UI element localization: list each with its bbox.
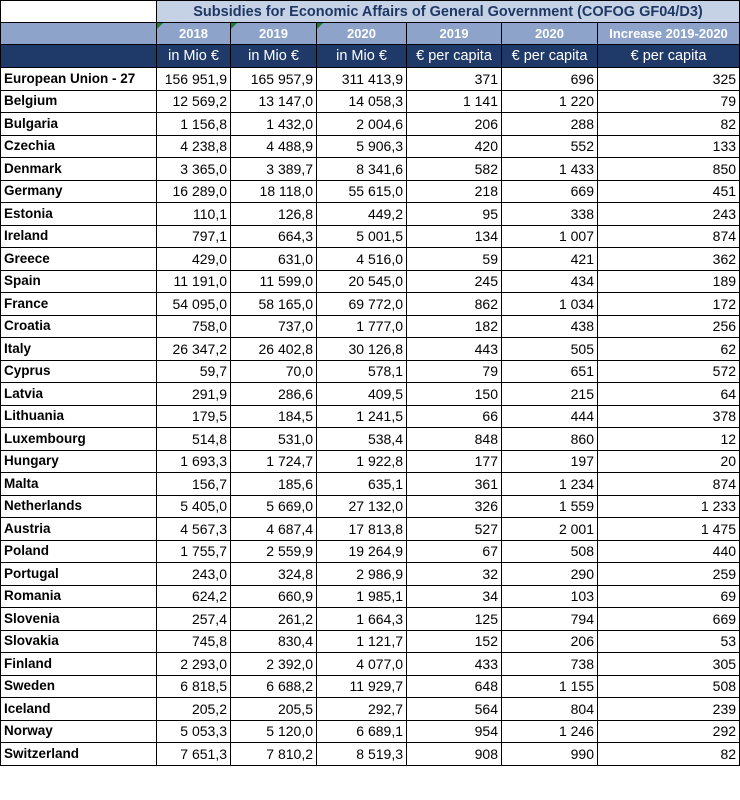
unit-header-2[interactable]: in Mio € bbox=[231, 45, 317, 68]
value-cell[interactable]: 5 053,3 bbox=[157, 720, 231, 743]
value-cell[interactable]: 990 bbox=[502, 743, 598, 766]
country-name-cell[interactable]: Hungary bbox=[1, 450, 157, 473]
value-cell[interactable]: 197 bbox=[502, 450, 598, 473]
value-cell[interactable]: 257,4 bbox=[157, 608, 231, 631]
value-cell[interactable]: 290 bbox=[502, 563, 598, 586]
value-cell[interactable]: 5 405,0 bbox=[157, 495, 231, 518]
value-cell[interactable]: 243,0 bbox=[157, 563, 231, 586]
value-cell[interactable]: 27 132,0 bbox=[317, 495, 407, 518]
value-cell[interactable]: 582 bbox=[407, 158, 502, 181]
value-cell[interactable]: 4 488,9 bbox=[231, 135, 317, 158]
country-name-cell[interactable]: Lithuania bbox=[1, 405, 157, 428]
value-cell[interactable]: 64 bbox=[598, 383, 740, 406]
value-cell[interactable]: 2 004,6 bbox=[317, 113, 407, 136]
value-cell[interactable]: 538,4 bbox=[317, 428, 407, 451]
value-cell[interactable]: 1 664,3 bbox=[317, 608, 407, 631]
value-cell[interactable]: 449,2 bbox=[317, 203, 407, 226]
value-cell[interactable]: 4 567,3 bbox=[157, 518, 231, 541]
country-name-cell[interactable]: France bbox=[1, 293, 157, 316]
value-cell[interactable]: 444 bbox=[502, 405, 598, 428]
value-cell[interactable]: 1 777,0 bbox=[317, 315, 407, 338]
value-cell[interactable]: 66 bbox=[407, 405, 502, 428]
year-header-blank[interactable] bbox=[1, 23, 157, 45]
value-cell[interactable]: 8 341,6 bbox=[317, 158, 407, 181]
title-row bbox=[1, 1, 740, 23]
value-cell[interactable]: 19 264,9 bbox=[317, 540, 407, 563]
value-cell[interactable]: 438 bbox=[502, 315, 598, 338]
value-cell[interactable]: 954 bbox=[407, 720, 502, 743]
value-cell[interactable]: 4 077,0 bbox=[317, 653, 407, 676]
table-row bbox=[1, 68, 740, 91]
value-cell[interactable]: 804 bbox=[502, 698, 598, 721]
country-name-cell[interactable]: Poland bbox=[1, 540, 157, 563]
value-cell[interactable]: 664,3 bbox=[231, 225, 317, 248]
value-cell[interactable]: 371 bbox=[407, 68, 502, 91]
year-header-2020-per-capita[interactable]: 2020 bbox=[502, 23, 598, 45]
table-row bbox=[1, 360, 740, 383]
value-cell[interactable]: 11 929,7 bbox=[317, 675, 407, 698]
value-cell[interactable]: 185,6 bbox=[231, 473, 317, 496]
value-cell[interactable]: 206 bbox=[502, 630, 598, 653]
unit-header-5[interactable]: € per capita bbox=[502, 45, 598, 68]
value-cell[interactable]: 82 bbox=[598, 113, 740, 136]
value-cell[interactable]: 324,8 bbox=[231, 563, 317, 586]
value-cell[interactable]: 648 bbox=[407, 675, 502, 698]
value-cell[interactable]: 1 246 bbox=[502, 720, 598, 743]
unit-header-blank[interactable] bbox=[1, 45, 157, 68]
value-cell[interactable]: 669 bbox=[598, 608, 740, 631]
value-cell[interactable]: 1 985,1 bbox=[317, 585, 407, 608]
table-row bbox=[1, 653, 740, 676]
value-cell[interactable]: 361 bbox=[407, 473, 502, 496]
value-cell[interactable]: 874 bbox=[598, 473, 740, 496]
value-cell[interactable]: 1 121,7 bbox=[317, 630, 407, 653]
table-row bbox=[1, 675, 740, 698]
value-cell[interactable]: 429,0 bbox=[157, 248, 231, 271]
value-cell[interactable]: 2 293,0 bbox=[157, 653, 231, 676]
value-cell[interactable]: 3 389,7 bbox=[231, 158, 317, 181]
value-cell[interactable]: 205,2 bbox=[157, 698, 231, 721]
country-name-cell[interactable]: Greece bbox=[1, 248, 157, 271]
value-cell[interactable]: 184,5 bbox=[231, 405, 317, 428]
value-cell[interactable]: 443 bbox=[407, 338, 502, 361]
value-cell[interactable]: 738 bbox=[502, 653, 598, 676]
value-cell[interactable]: 79 bbox=[407, 360, 502, 383]
value-cell[interactable]: 26 402,8 bbox=[231, 338, 317, 361]
table-body bbox=[1, 68, 740, 766]
value-cell[interactable]: 1 241,5 bbox=[317, 405, 407, 428]
value-cell[interactable]: 4 238,8 bbox=[157, 135, 231, 158]
value-cell[interactable]: 8 519,3 bbox=[317, 743, 407, 766]
value-cell[interactable]: 292,7 bbox=[317, 698, 407, 721]
table-row bbox=[1, 180, 740, 203]
value-cell[interactable]: 79 bbox=[598, 90, 740, 113]
value-cell[interactable]: 206 bbox=[407, 113, 502, 136]
table-row bbox=[1, 428, 740, 451]
value-cell[interactable]: 2 392,0 bbox=[231, 653, 317, 676]
country-name-cell[interactable]: Latvia bbox=[1, 383, 157, 406]
value-cell[interactable]: 110,1 bbox=[157, 203, 231, 226]
value-cell[interactable]: 58 165,0 bbox=[231, 293, 317, 316]
value-cell[interactable]: 552 bbox=[502, 135, 598, 158]
value-cell[interactable]: 440 bbox=[598, 540, 740, 563]
value-cell[interactable]: 5 120,0 bbox=[231, 720, 317, 743]
value-cell[interactable]: 133 bbox=[598, 135, 740, 158]
unit-header-1[interactable]: in Mio € bbox=[157, 45, 231, 68]
value-cell[interactable]: 11 599,0 bbox=[231, 270, 317, 293]
value-cell[interactable]: 239 bbox=[598, 698, 740, 721]
value-cell[interactable]: 177 bbox=[407, 450, 502, 473]
table-row bbox=[1, 315, 740, 338]
country-name-cell[interactable]: Switzerland bbox=[1, 743, 157, 766]
value-cell[interactable]: 848 bbox=[407, 428, 502, 451]
country-name-cell[interactable]: Netherlands bbox=[1, 495, 157, 518]
value-cell[interactable]: 305 bbox=[598, 653, 740, 676]
value-cell[interactable]: 20 545,0 bbox=[317, 270, 407, 293]
value-cell[interactable]: 326 bbox=[407, 495, 502, 518]
table-row bbox=[1, 405, 740, 428]
value-cell[interactable]: 1 432,0 bbox=[231, 113, 317, 136]
value-cell[interactable]: 1 475 bbox=[598, 518, 740, 541]
value-cell[interactable]: 651 bbox=[502, 360, 598, 383]
table-row bbox=[1, 113, 740, 136]
value-cell[interactable]: 578,1 bbox=[317, 360, 407, 383]
year-header-2020[interactable]: 2020 bbox=[317, 23, 407, 45]
value-cell[interactable]: 1 693,3 bbox=[157, 450, 231, 473]
table-row bbox=[1, 563, 740, 586]
table-row bbox=[1, 338, 740, 361]
value-cell[interactable]: 32 bbox=[407, 563, 502, 586]
value-cell[interactable]: 152 bbox=[407, 630, 502, 653]
table-row bbox=[1, 608, 740, 631]
value-cell[interactable]: 311 413,9 bbox=[317, 68, 407, 91]
value-cell[interactable]: 508 bbox=[598, 675, 740, 698]
value-cell[interactable]: 737,0 bbox=[231, 315, 317, 338]
year-header-row bbox=[1, 23, 740, 45]
value-cell[interactable]: 325 bbox=[598, 68, 740, 91]
value-cell[interactable]: 205,5 bbox=[231, 698, 317, 721]
value-cell[interactable]: 862 bbox=[407, 293, 502, 316]
value-cell[interactable]: 1 141 bbox=[407, 90, 502, 113]
country-name-cell[interactable]: Luxembourg bbox=[1, 428, 157, 451]
country-name-cell[interactable]: Romania bbox=[1, 585, 157, 608]
country-name-cell[interactable]: Malta bbox=[1, 473, 157, 496]
value-cell[interactable]: 7 810,2 bbox=[231, 743, 317, 766]
value-cell[interactable]: 1 155 bbox=[502, 675, 598, 698]
value-cell[interactable]: 245 bbox=[407, 270, 502, 293]
value-cell[interactable]: 908 bbox=[407, 743, 502, 766]
value-cell[interactable]: 259 bbox=[598, 563, 740, 586]
value-cell[interactable]: 165 957,9 bbox=[231, 68, 317, 91]
table-row bbox=[1, 698, 740, 721]
value-cell[interactable]: 54 095,0 bbox=[157, 293, 231, 316]
value-cell[interactable]: 797,1 bbox=[157, 225, 231, 248]
table-row bbox=[1, 495, 740, 518]
value-cell[interactable]: 2 986,9 bbox=[317, 563, 407, 586]
country-name-cell[interactable]: Slovakia bbox=[1, 630, 157, 653]
value-cell[interactable]: 11 191,0 bbox=[157, 270, 231, 293]
year-header-2019-per-capita[interactable]: 2019 bbox=[407, 23, 502, 45]
country-name-cell[interactable]: Italy bbox=[1, 338, 157, 361]
table-row bbox=[1, 90, 740, 113]
value-cell[interactable]: 362 bbox=[598, 248, 740, 271]
value-cell[interactable]: 55 615,0 bbox=[317, 180, 407, 203]
value-cell[interactable]: 95 bbox=[407, 203, 502, 226]
value-cell[interactable]: 69 772,0 bbox=[317, 293, 407, 316]
value-cell[interactable]: 830,4 bbox=[231, 630, 317, 653]
table-row bbox=[1, 743, 740, 766]
value-cell[interactable]: 215 bbox=[502, 383, 598, 406]
value-cell[interactable]: 4 687,4 bbox=[231, 518, 317, 541]
country-name-cell[interactable]: Bulgaria bbox=[1, 113, 157, 136]
value-cell[interactable]: 156,7 bbox=[157, 473, 231, 496]
value-cell[interactable]: 26 347,2 bbox=[157, 338, 231, 361]
value-cell[interactable]: 6 688,2 bbox=[231, 675, 317, 698]
value-cell[interactable]: 261,2 bbox=[231, 608, 317, 631]
year-header-2018[interactable]: 2018 bbox=[157, 23, 231, 45]
country-name-cell[interactable]: Spain bbox=[1, 270, 157, 293]
value-cell[interactable]: 288 bbox=[502, 113, 598, 136]
value-cell[interactable]: 564 bbox=[407, 698, 502, 721]
table-row bbox=[1, 518, 740, 541]
value-cell[interactable]: 572 bbox=[598, 360, 740, 383]
value-cell[interactable]: 758,0 bbox=[157, 315, 231, 338]
value-cell[interactable]: 20 bbox=[598, 450, 740, 473]
value-cell[interactable]: 179,5 bbox=[157, 405, 231, 428]
value-cell[interactable]: 134 bbox=[407, 225, 502, 248]
unit-header-4[interactable]: € per capita bbox=[407, 45, 502, 68]
value-cell[interactable]: 669 bbox=[502, 180, 598, 203]
value-cell[interactable]: 17 813,8 bbox=[317, 518, 407, 541]
value-cell[interactable]: 451 bbox=[598, 180, 740, 203]
value-cell[interactable]: 62 bbox=[598, 338, 740, 361]
value-cell[interactable]: 6 689,1 bbox=[317, 720, 407, 743]
country-name-cell[interactable]: Portugal bbox=[1, 563, 157, 586]
table-row bbox=[1, 630, 740, 653]
value-cell[interactable]: 434 bbox=[502, 270, 598, 293]
country-name-cell[interactable]: Norway bbox=[1, 720, 157, 743]
value-cell[interactable]: 1 559 bbox=[502, 495, 598, 518]
value-cell[interactable]: 508 bbox=[502, 540, 598, 563]
title-blank-cell[interactable] bbox=[1, 1, 157, 23]
value-cell[interactable]: 82 bbox=[598, 743, 740, 766]
value-cell[interactable]: 433 bbox=[407, 653, 502, 676]
table-row bbox=[1, 135, 740, 158]
value-cell[interactable]: 794 bbox=[502, 608, 598, 631]
value-cell[interactable]: 292 bbox=[598, 720, 740, 743]
value-cell[interactable]: 1 724,7 bbox=[231, 450, 317, 473]
table-row bbox=[1, 383, 740, 406]
country-name-cell[interactable]: Sweden bbox=[1, 675, 157, 698]
country-name-cell[interactable]: Iceland bbox=[1, 698, 157, 721]
country-name-cell[interactable]: Finland bbox=[1, 653, 157, 676]
value-cell[interactable]: 850 bbox=[598, 158, 740, 181]
value-cell[interactable]: 2 001 bbox=[502, 518, 598, 541]
value-cell[interactable]: 505 bbox=[502, 338, 598, 361]
table-row bbox=[1, 585, 740, 608]
value-cell[interactable]: 59,7 bbox=[157, 360, 231, 383]
value-cell[interactable]: 189 bbox=[598, 270, 740, 293]
table-row bbox=[1, 293, 740, 316]
country-name-cell[interactable]: European Union - 27 bbox=[1, 68, 157, 91]
country-name-cell[interactable]: Cyprus bbox=[1, 360, 157, 383]
table-row bbox=[1, 720, 740, 743]
value-cell[interactable]: 172 bbox=[598, 293, 740, 316]
value-cell[interactable]: 5 906,3 bbox=[317, 135, 407, 158]
value-cell[interactable]: 59 bbox=[407, 248, 502, 271]
value-cell[interactable]: 3 365,0 bbox=[157, 158, 231, 181]
value-cell[interactable]: 1 234 bbox=[502, 473, 598, 496]
value-cell[interactable]: 745,8 bbox=[157, 630, 231, 653]
country-name-cell[interactable]: Denmark bbox=[1, 158, 157, 181]
table-row bbox=[1, 450, 740, 473]
value-cell[interactable]: 291,9 bbox=[157, 383, 231, 406]
value-cell[interactable]: 860 bbox=[502, 428, 598, 451]
value-cell[interactable]: 34 bbox=[407, 585, 502, 608]
country-name-cell[interactable]: Belgium bbox=[1, 90, 157, 113]
value-cell[interactable]: 18 118,0 bbox=[231, 180, 317, 203]
value-cell[interactable]: 218 bbox=[407, 180, 502, 203]
country-name-cell[interactable]: Czechia bbox=[1, 135, 157, 158]
country-name-cell[interactable]: Slovenia bbox=[1, 608, 157, 631]
value-cell[interactable]: 527 bbox=[407, 518, 502, 541]
country-name-cell[interactable]: Austria bbox=[1, 518, 157, 541]
value-cell[interactable]: 1 433 bbox=[502, 158, 598, 181]
table-row bbox=[1, 225, 740, 248]
country-name-cell[interactable]: Estonia bbox=[1, 203, 157, 226]
value-cell[interactable]: 156 951,9 bbox=[157, 68, 231, 91]
value-cell[interactable]: 635,1 bbox=[317, 473, 407, 496]
value-cell[interactable]: 256 bbox=[598, 315, 740, 338]
value-cell[interactable]: 420 bbox=[407, 135, 502, 158]
value-cell[interactable]: 5 001,5 bbox=[317, 225, 407, 248]
year-header-increase[interactable]: Increase 2019-2020 bbox=[598, 23, 740, 45]
value-cell[interactable]: 150 bbox=[407, 383, 502, 406]
value-cell[interactable]: 4 516,0 bbox=[317, 248, 407, 271]
value-cell[interactable]: 1 007 bbox=[502, 225, 598, 248]
table-row bbox=[1, 203, 740, 226]
value-cell[interactable]: 514,8 bbox=[157, 428, 231, 451]
value-cell[interactable]: 182 bbox=[407, 315, 502, 338]
table-row bbox=[1, 248, 740, 271]
table-row bbox=[1, 540, 740, 563]
unit-header-6[interactable]: € per capita bbox=[598, 45, 740, 68]
value-cell[interactable]: 1 034 bbox=[502, 293, 598, 316]
value-cell[interactable]: 69 bbox=[598, 585, 740, 608]
table-row bbox=[1, 473, 740, 496]
value-cell[interactable]: 696 bbox=[502, 68, 598, 91]
table-row bbox=[1, 270, 740, 293]
value-cell[interactable]: 631,0 bbox=[231, 248, 317, 271]
value-cell[interactable]: 126,8 bbox=[231, 203, 317, 226]
value-cell[interactable]: 378 bbox=[598, 405, 740, 428]
value-cell[interactable]: 103 bbox=[502, 585, 598, 608]
value-cell[interactable]: 13 147,0 bbox=[231, 90, 317, 113]
value-cell[interactable]: 338 bbox=[502, 203, 598, 226]
year-header-2019[interactable]: 2019 bbox=[231, 23, 317, 45]
value-cell[interactable]: 2 559,9 bbox=[231, 540, 317, 563]
unit-header-row bbox=[1, 45, 740, 68]
value-cell[interactable]: 660,9 bbox=[231, 585, 317, 608]
value-cell[interactable]: 125 bbox=[407, 608, 502, 631]
value-cell[interactable]: 1 220 bbox=[502, 90, 598, 113]
value-cell[interactable]: 874 bbox=[598, 225, 740, 248]
value-cell[interactable]: 6 818,5 bbox=[157, 675, 231, 698]
value-cell[interactable]: 409,5 bbox=[317, 383, 407, 406]
value-cell[interactable]: 30 126,8 bbox=[317, 338, 407, 361]
value-cell[interactable]: 12 569,2 bbox=[157, 90, 231, 113]
value-cell[interactable]: 67 bbox=[407, 540, 502, 563]
value-cell[interactable]: 7 651,3 bbox=[157, 743, 231, 766]
value-cell[interactable]: 1 233 bbox=[598, 495, 740, 518]
country-name-cell[interactable]: Germany bbox=[1, 180, 157, 203]
country-name-cell[interactable]: Croatia bbox=[1, 315, 157, 338]
value-cell[interactable]: 53 bbox=[598, 630, 740, 653]
table-row bbox=[1, 158, 740, 181]
value-cell[interactable]: 531,0 bbox=[231, 428, 317, 451]
unit-header-3[interactable]: in Mio € bbox=[317, 45, 407, 68]
table-title[interactable]: Subsidies for Economic Affairs of General Government (COFOG GF04/D3) bbox=[157, 1, 740, 23]
value-cell[interactable]: 421 bbox=[502, 248, 598, 271]
value-cell[interactable]: 70,0 bbox=[231, 360, 317, 383]
value-cell[interactable]: 5 669,0 bbox=[231, 495, 317, 518]
value-cell[interactable]: 243 bbox=[598, 203, 740, 226]
value-cell[interactable]: 1 922,8 bbox=[317, 450, 407, 473]
value-cell[interactable]: 14 058,3 bbox=[317, 90, 407, 113]
value-cell[interactable]: 286,6 bbox=[231, 383, 317, 406]
value-cell[interactable]: 12 bbox=[598, 428, 740, 451]
country-name-cell[interactable]: Ireland bbox=[1, 225, 157, 248]
value-cell[interactable]: 624,2 bbox=[157, 585, 231, 608]
value-cell[interactable]: 1 156,8 bbox=[157, 113, 231, 136]
value-cell[interactable]: 16 289,0 bbox=[157, 180, 231, 203]
value-cell[interactable]: 1 755,7 bbox=[157, 540, 231, 563]
